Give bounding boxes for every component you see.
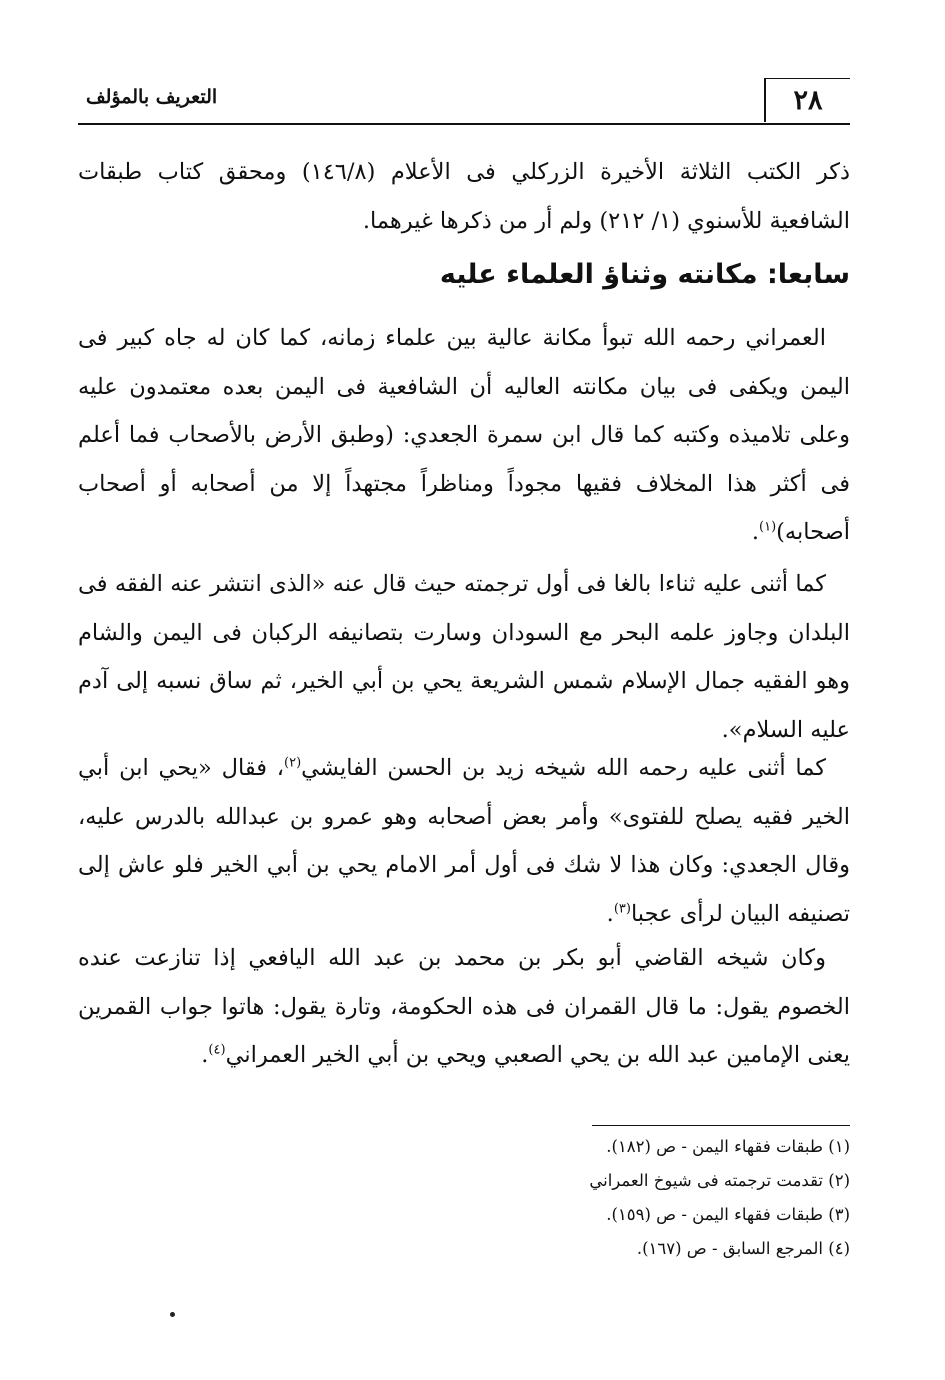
footnote-4: (٤) المرجع السابق - ص (١٦٧). bbox=[636, 1239, 850, 1258]
paragraph-3-text-a: كما أثنى عليه رحمه الله شيخه زيد بن الحسن الفايشي bbox=[301, 755, 826, 781]
paragraph-3-end: . bbox=[606, 900, 614, 927]
ink-speck bbox=[170, 1312, 175, 1317]
footnotes bbox=[420, 1130, 850, 1266]
paragraph-1-end: . bbox=[751, 519, 760, 545]
footnote-ref-1: (١) bbox=[759, 519, 777, 535]
paragraph-4-text: وكان شيخه القاضي أبو بكر بن محمد بن عبد الله اليافعي إذا تنازعت عنده الخصوم يقول: ما قال القمران فى هذه الحكومة، وتارة يقول: هاتوا جواب القمرين يعنى الإمامين عبد الله بن يحي الصعبي ويحي بن أبي الخير العمراني bbox=[78, 945, 850, 1068]
paragraph-3 bbox=[78, 744, 850, 938]
paragraph-1 bbox=[78, 314, 850, 557]
footnote-ref-4: (٤) bbox=[208, 1042, 226, 1058]
footnote-3: (٣) طبقات فقهاء اليمن - ص (١٥٩). bbox=[606, 1205, 850, 1224]
intro-paragraph bbox=[78, 148, 850, 245]
footnote-rule bbox=[592, 1125, 850, 1126]
section-heading: سابعا: مكانته وثناؤ العلماء عليه bbox=[439, 259, 850, 290]
footnote-2: (٢) تقدمت ترجمته فى شيوخ العمراني bbox=[589, 1171, 850, 1190]
paragraph-4 bbox=[78, 934, 850, 1080]
footnote-1: (١) طبقات فقهاء اليمن - ص (١٨٢). bbox=[606, 1137, 850, 1156]
header-rule bbox=[78, 123, 850, 125]
footnote-ref-2: (٢) bbox=[284, 755, 302, 771]
running-title: التعريف بالمؤلف bbox=[86, 86, 218, 108]
paragraph-2 bbox=[78, 560, 850, 754]
paragraph-3-text-b: ، فقال «يحي ابن أبي الخير فقيه يصلح للفتوى» وأمر بعض أصحابه وهو عمرو بن عبدالله بالدرس عليه، وقال الجعدي: وكان هذا لا شك فى أول أمر الامام يحي بن أبي الخير فلو عاش إلى تصنيفه البيان لرأى عجبا bbox=[78, 755, 850, 927]
page-header bbox=[78, 78, 850, 125]
page-number: ٢٨ bbox=[764, 78, 850, 122]
paragraph-4-end: . bbox=[201, 1042, 209, 1068]
paragraph-1-text: العمراني رحمه الله تبوأ مكانة عالية بين علماء زمانه، كما كان له جاه كبير فى اليمن ويكفى فى بيان مكانته العاليه أن الشافعية فى اليمن بعده معتمدون عليه وعلى تلاميذه وكتبه كما قال ابن سمرة الجعدي: (وطبق الأرض بالأصحاب فما أعلم فى أكثر هذا المخلاف فقيها مجوداً ومناظراً مجتهداً إلا من أصحابه أو أصحاب أصحابه) bbox=[78, 325, 850, 545]
paragraph-2-text: كما أثنى عليه ثناءا بالغا فى أول ترجمته حيث قال عنه «الذى انتشر عنه الفقه فى البلدان وجاوز علمه البحر مع السودان وسارت بتصانيفه الركبان فى اليمن والشام وهو الفقيه جمال الإسلام شمس الشريعة يحي بن أبي الخير، ثم ساق نسبه إلى آدم عليه السلام». bbox=[78, 571, 850, 743]
footnote-ref-3: (٣) bbox=[613, 901, 631, 916]
intro-text: ذكر الكتب الثلاثة الأخيرة الزركلي فى الأعلام (١٤٦/٨) ومحقق كتاب طبقات الشافعية للأسنوي (١/ ٢١٢) ولم أر من ذكرها غيرهما. bbox=[78, 159, 850, 234]
